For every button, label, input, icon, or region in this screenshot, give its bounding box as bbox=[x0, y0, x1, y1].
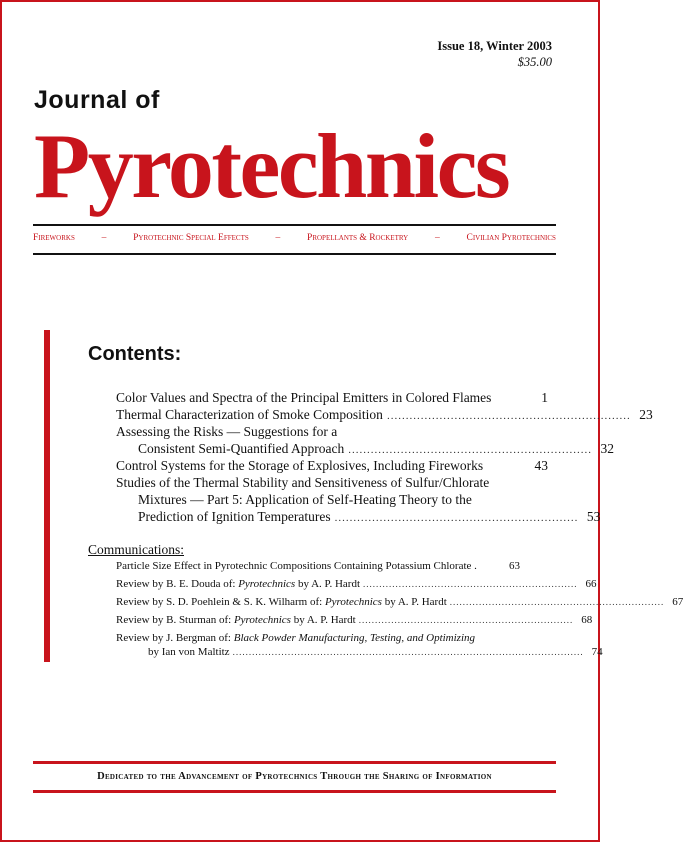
article-title-line: Assessing the Risks — Suggestions for a bbox=[116, 424, 338, 439]
communication-title bbox=[116, 613, 356, 627]
subject-rule bbox=[33, 253, 556, 255]
article-title: Control Systems for the Storage of Explosives, Including Fireworks bbox=[116, 458, 484, 473]
subject-line bbox=[33, 233, 556, 243]
communication-page: 63 bbox=[509, 560, 520, 572]
communication-page: 74 bbox=[591, 646, 603, 658]
top-rule bbox=[33, 224, 556, 226]
communication-item[interactable] bbox=[116, 595, 683, 609]
communication-page: 68 bbox=[581, 614, 593, 626]
journal-of-label: Journal of bbox=[34, 86, 160, 114]
article-title: Color Values and Spectra of the Principal Emitters in Colored Flames bbox=[116, 390, 492, 405]
review-prefix: Review by J. Bergman of: bbox=[116, 632, 234, 644]
bottom-rule-top bbox=[33, 761, 556, 764]
communications-heading: Communications: bbox=[88, 542, 184, 557]
toc-article-1[interactable] bbox=[116, 389, 548, 406]
book-title: Pyrotechnics bbox=[324, 596, 382, 608]
article-title-line: Prediction of Ignition Temperatures bbox=[138, 509, 331, 524]
communication-page: 67 bbox=[672, 596, 683, 608]
subject-separator: – bbox=[101, 233, 107, 243]
review-suffix: by A. P. Hardt bbox=[290, 614, 356, 626]
review-prefix: Review by B. E. Douda of: bbox=[116, 578, 239, 590]
communication-item[interactable] bbox=[116, 631, 603, 659]
subject-special-effects: Pyrotechnic Special Effects bbox=[133, 233, 249, 243]
subject-separator: – bbox=[275, 233, 281, 243]
journal-title: Pyrotechnics bbox=[34, 115, 509, 217]
article-page: 23 bbox=[639, 407, 653, 422]
article-page: 32 bbox=[600, 441, 614, 456]
leader-dots: .................................................................. bbox=[449, 597, 665, 607]
leader-dots: ................................................................. bbox=[386, 410, 631, 422]
issue-number: Issue 18, Winter 2003 bbox=[437, 39, 552, 53]
bottom-rule-bottom bbox=[33, 790, 556, 793]
leader-dots: .................................................................. bbox=[363, 579, 578, 589]
article-page: 53 bbox=[586, 509, 601, 524]
leader-dots: ............................................................................................................ bbox=[232, 647, 584, 657]
issue-info bbox=[437, 38, 552, 70]
communication-item[interactable] bbox=[116, 577, 597, 591]
book-title: Pyrotechnics bbox=[233, 614, 291, 626]
communication-title bbox=[116, 631, 475, 645]
book-title: Pyrotechnics bbox=[238, 578, 296, 590]
dedication-text: Dedicated to the Advancement of Pyrotechnics Through the Sharing of Information bbox=[97, 771, 492, 782]
toc-article-3[interactable] bbox=[116, 423, 614, 459]
review-prefix: Review by S. D. Poehlein & S. K. Wilharm of: bbox=[116, 596, 325, 608]
leader-dots: .................................................................. bbox=[358, 615, 574, 625]
issue-price: $35.00 bbox=[517, 55, 552, 69]
subject-separator: – bbox=[434, 233, 440, 243]
communication-title: Particle Size Effect in Pyrotechnic Compositions Containing Potassium Chlorate . bbox=[116, 560, 477, 572]
communication-title bbox=[116, 577, 360, 591]
communication-page: 66 bbox=[585, 578, 597, 590]
leader-dots: ................................................................. bbox=[334, 512, 579, 524]
subject-propellants: Propellants & Rocketry bbox=[307, 233, 409, 243]
communication-item[interactable] bbox=[116, 559, 520, 573]
article-page: 43 bbox=[534, 458, 548, 473]
article-title: Thermal Characterization of Smoke Composition bbox=[116, 407, 383, 422]
toc-article-4[interactable] bbox=[116, 457, 548, 474]
article-page: 1 bbox=[541, 390, 548, 405]
contents-accent-bar bbox=[44, 330, 50, 662]
subject-civilian: Civilian Pyrotechnics bbox=[466, 233, 556, 243]
contents-heading: Contents: bbox=[88, 343, 182, 365]
communication-item[interactable] bbox=[116, 613, 593, 627]
subject-fireworks: Fireworks bbox=[33, 233, 75, 243]
communication-title bbox=[116, 595, 447, 609]
article-title-line: Consistent Semi-Quantified Approach bbox=[138, 441, 345, 456]
review-prefix: Review by B. Sturman of: bbox=[116, 614, 234, 626]
article-title-line: Studies of the Thermal Stability and Sensitiveness of Sulfur/Chlorate bbox=[116, 475, 490, 490]
review-suffix: by A. P. Hardt bbox=[295, 578, 360, 590]
review-suffix: by A. P. Hardt bbox=[381, 596, 447, 608]
book-title: Black Powder Manufacturing, Testing, and Optimizing bbox=[233, 632, 476, 644]
communication-title-line: by Ian von Maltitz bbox=[148, 646, 230, 658]
leader-dots: ................................................................. bbox=[348, 444, 592, 456]
toc-article-5[interactable] bbox=[116, 474, 601, 527]
article-title-line: Mixtures — Part 5: Application of Self-Heating Theory to the bbox=[138, 492, 472, 507]
